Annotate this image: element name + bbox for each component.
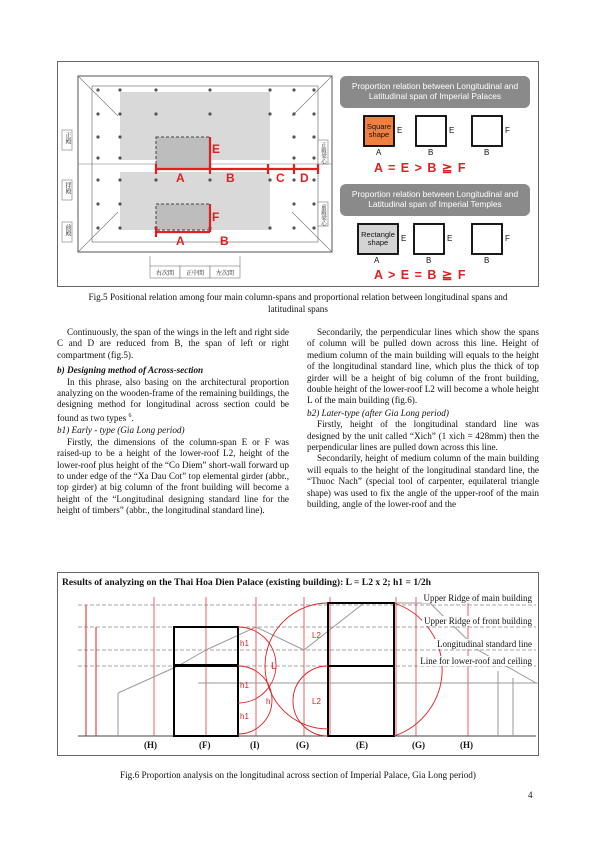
axis-label: (H): [460, 740, 473, 750]
axis-label: (I): [250, 740, 260, 750]
label-E: E: [397, 126, 403, 135]
subsection-heading: b2) Later-type (after Gia Long period): [307, 407, 449, 418]
label-C: C: [276, 171, 285, 185]
label-F: F: [212, 210, 220, 224]
axis-label: (G): [296, 740, 309, 750]
figure-5: [57, 61, 539, 287]
plan-bottom-tab: 右次間: [155, 271, 174, 277]
label-A: A: [374, 256, 380, 265]
line-label: Line for lower-roof and ceiling: [420, 656, 532, 666]
subsection-heading: b1) Early - type (Gia Long period): [57, 425, 185, 436]
axis-label: (E): [356, 740, 368, 750]
L2-mark: L2: [312, 697, 321, 706]
label-A: A: [176, 234, 185, 248]
right-column: [307, 327, 539, 511]
square-shape-label: Square shape: [366, 122, 392, 139]
temples-equation: A > E = B ≧ F: [374, 268, 467, 282]
label-A: A: [376, 148, 382, 157]
paragraph: Continuously, the span of the wings in the left and right side C and D are reduced from B, the span of left or right compartment (fig.5).: [57, 327, 289, 360]
label-B: B: [226, 171, 235, 185]
paragraph: Firstly, height of the longitudinal standard line was designed by the unit called “Xich” (1 xich = 428mm) then the perpendicular lines are pulled down across this line.: [307, 419, 539, 453]
left-column: [57, 327, 289, 517]
label-F: F: [505, 234, 510, 243]
line-label: Upper Ridge of main building: [423, 593, 532, 603]
plan-bottom-tab: 左次間: [215, 271, 234, 277]
temples-panel-title: Proportion relation between Longitudinal and Latitudinal span of Imperial Temples: [351, 189, 519, 209]
h1-mark: h1: [240, 681, 249, 690]
L-mark: L: [271, 661, 277, 672]
paragraph: In this phrase, also basing on the architectural proportion analyzing on the wooden-frame of the remaining buildings, the designing method for longitudinal across section could be found as two types $^6$.: [57, 376, 289, 423]
label-E: E: [401, 234, 407, 243]
section-heading: b) Designing method of Across-section: [57, 365, 204, 376]
label-B: B: [428, 148, 434, 157]
axis-label: (G): [412, 740, 425, 750]
line-label: Upper Ridge of front building: [424, 616, 532, 626]
label-E: E: [449, 126, 455, 135]
palaces-panel-title: Proportion relation between Longitudinal and Latitudinal span of Imperial Palaces: [351, 81, 519, 101]
label-F: F: [505, 126, 510, 135]
palaces-equation: A = E > B ≧ F: [374, 161, 467, 175]
rectangle-shape-label: Rectangle shape: [361, 230, 395, 247]
axis-label: (H): [144, 740, 157, 750]
label-B: B: [484, 256, 490, 265]
figure-5-caption: Fig.5 Positional relation among four main column-spans and proportional relation between longitudinal spans and latitudinal spans: [88, 292, 508, 314]
label-E: E: [447, 234, 453, 243]
plan-side-label: 拝殿: [64, 182, 70, 194]
label-A: A: [176, 171, 185, 185]
figure-6-title: Results of analyzing on the Thai Hoa Dien Palace (existing building): L = L2 x 2; h1 = 1/2h: [62, 577, 431, 588]
L2-mark: L2: [312, 631, 321, 640]
paragraph: Secondarily, the perpendicular lines which show the spans of column will be pulled down across this line. Height of medium column of the main building will equals to the height of the longitudinal standard line, which plus the thick of top girder will be a height of big column of the front building, double height of the lower-roof L2 will become a whole height L of the main building (fig.6).: [307, 327, 539, 406]
axis-label: (F): [199, 740, 211, 750]
plan-side-label: 前殿: [64, 224, 70, 236]
page-number: 4: [528, 790, 533, 800]
label-B: B: [426, 256, 432, 265]
label-B: B: [484, 148, 490, 157]
plan-side-label: 前殿梁心: [320, 204, 326, 226]
figure-6-caption: Fig.6 Proportion analysis on the longitudinal across section of Imperial Palace, Gia Long period): [120, 770, 476, 780]
h1-mark: h1: [240, 639, 249, 648]
label-D: D: [300, 171, 309, 185]
plan-bottom-tab: 正中間: [185, 271, 204, 277]
plan-side-label: 正殿梁心: [320, 142, 326, 164]
label-E: E: [212, 142, 221, 156]
line-label: Longitudinal standard line: [437, 639, 532, 649]
label-B: B: [220, 234, 229, 248]
figure-6: [57, 572, 539, 756]
h1-mark: h1: [240, 712, 249, 721]
paragraph: Firstly, the dimensions of the column-span E or F was raised-up to be a height of the lower-roof L2, height of the lower-roof plus height of the “Co Diem” short-wall forward up to under edge of the “Xa Dau Cot” top elemental girder (abbr., top girder) at big column of the front building will become a height of the “Longitudinal designing standard line for the height of timbers” (abbr., the longitudinal standard line).: [57, 436, 289, 516]
paragraph: Secondarily, height of medium column of the main building will equals to the height of the longitudinal standard line, the “Thuoc Nach” (special tool of carpenter, equilateral triangle shape) was used to fix the angle of the upper-roof of the main building, angle of the lower-roof and the: [307, 453, 539, 510]
h-mark: h: [266, 697, 271, 706]
plan-side-label: 正殿: [64, 132, 70, 144]
